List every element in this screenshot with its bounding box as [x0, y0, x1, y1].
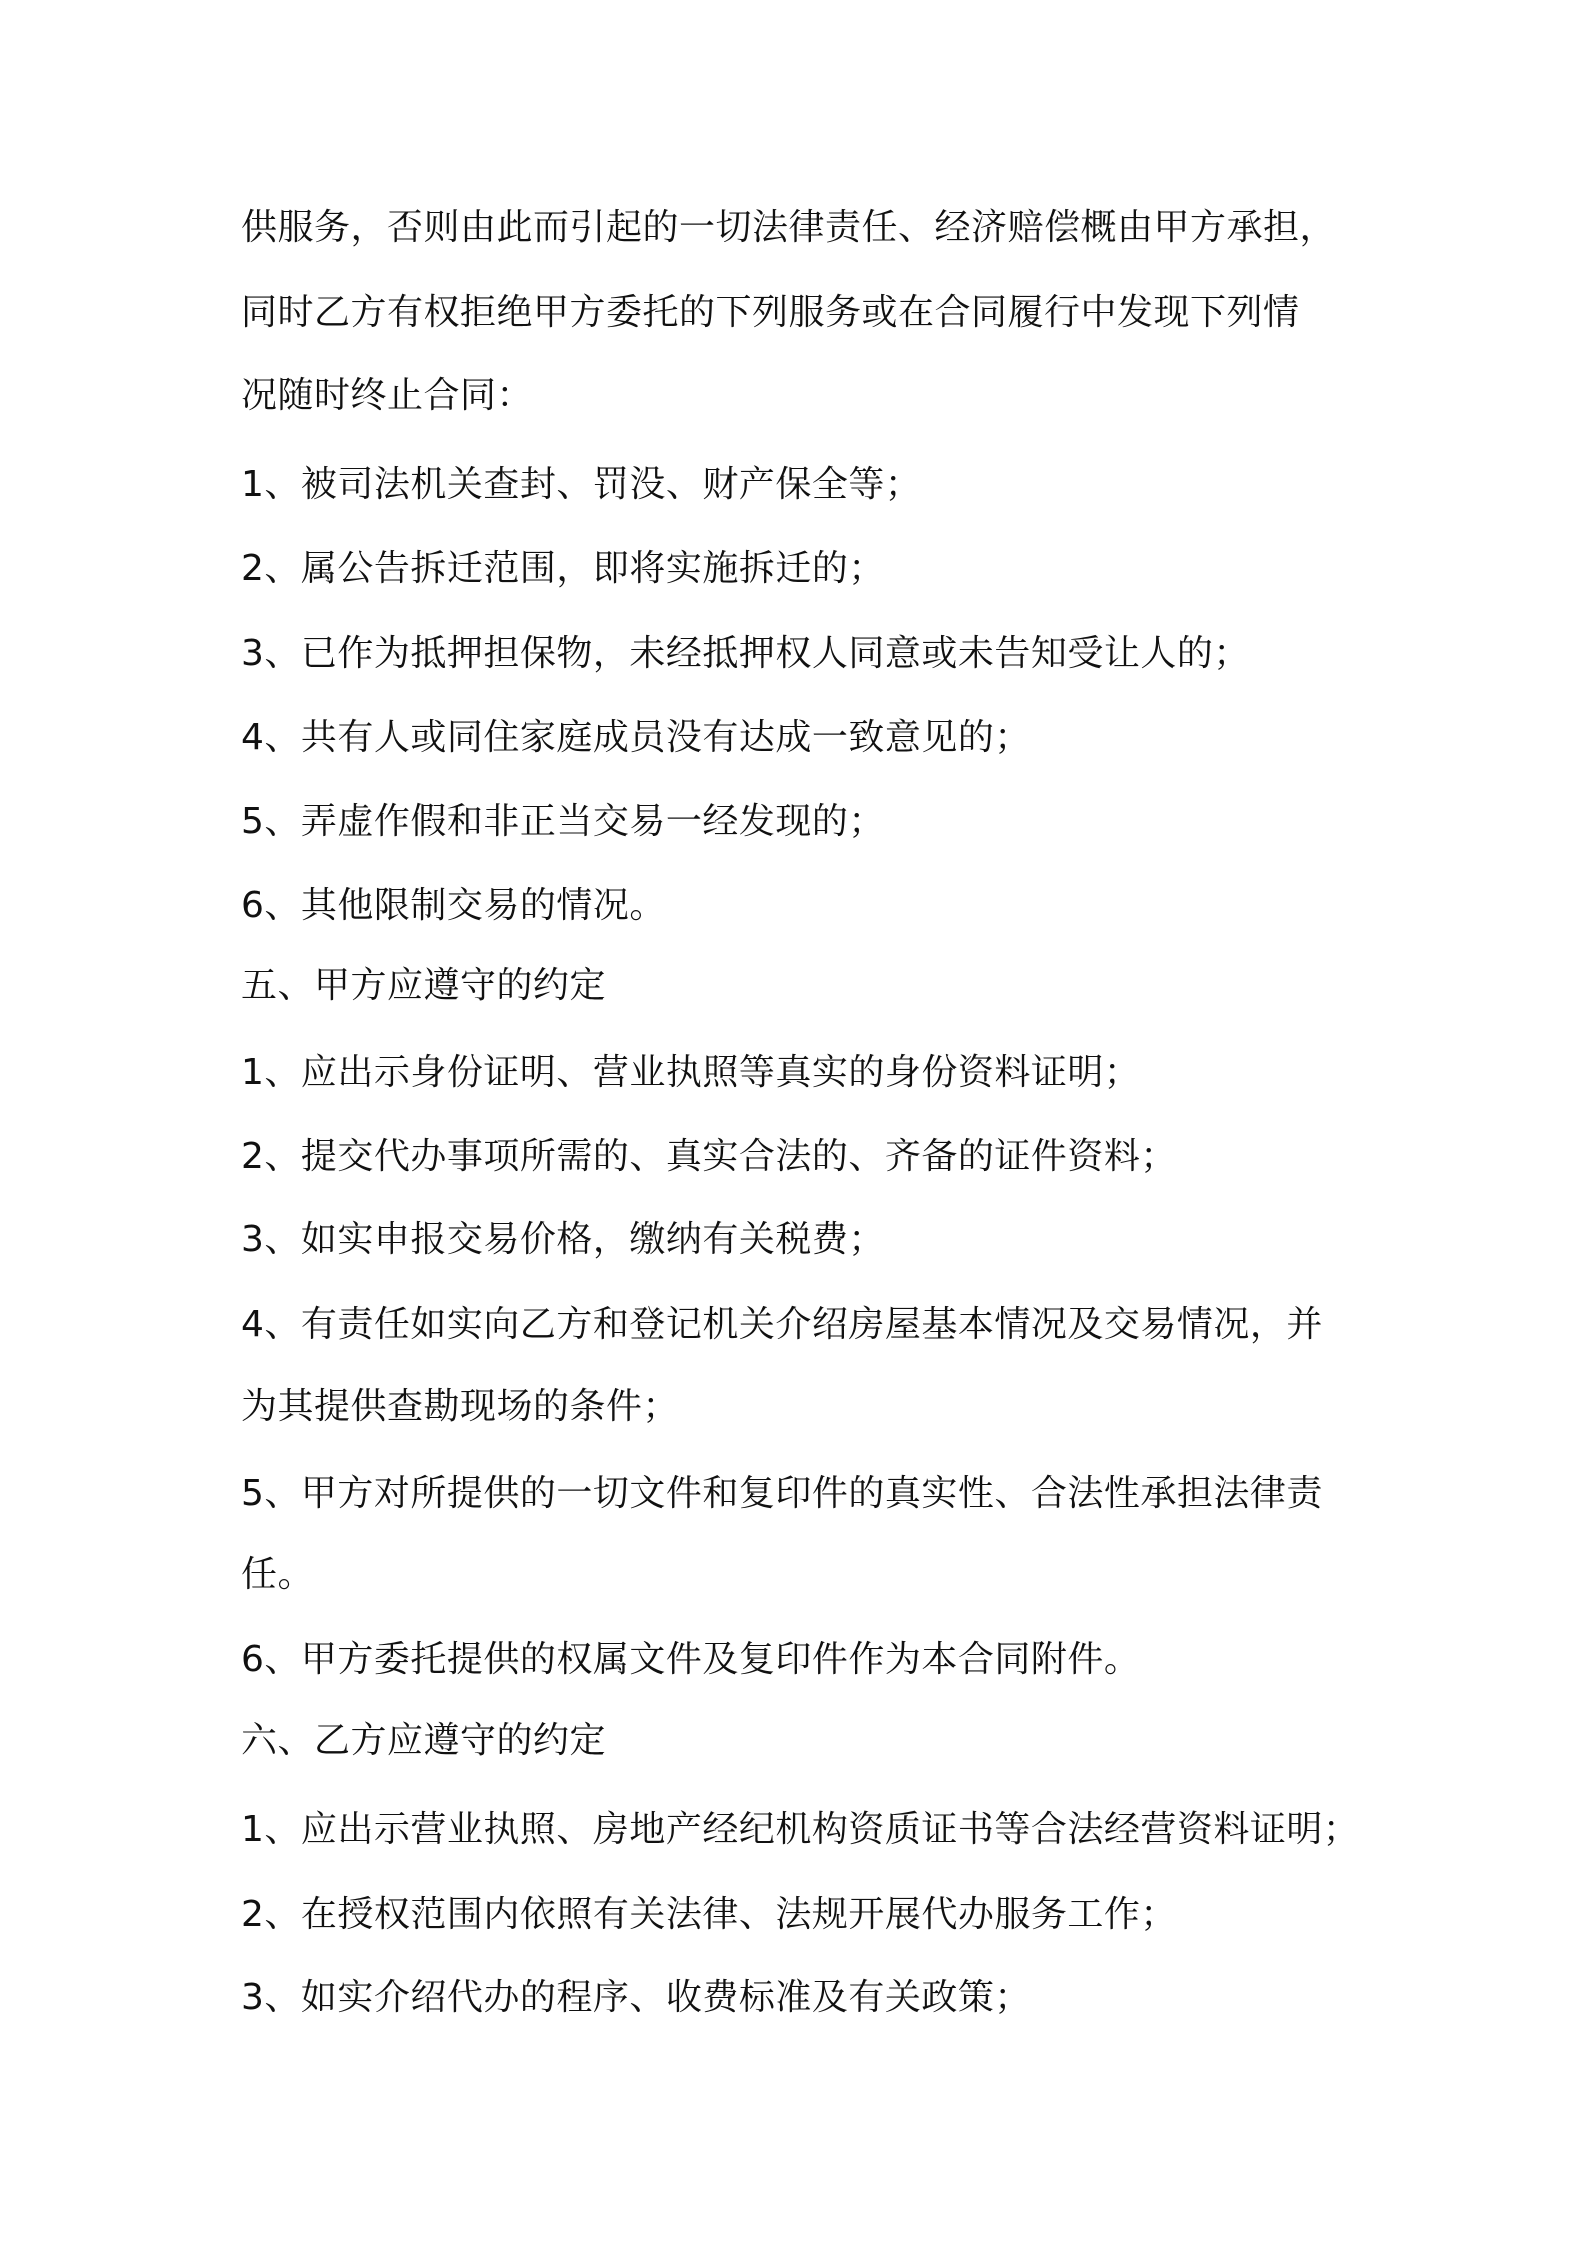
- paragraph-line: 况随时终止合同：: [241, 375, 534, 416]
- list-item: 1、应出示身份证明、营业执照等真实的身份资料证明；: [241, 1052, 1141, 1093]
- list-item: 2、提交代办事项所需的、真实合法的、齐备的证件资料；: [241, 1136, 1177, 1177]
- section-heading: 五、甲方应遵守的约定: [241, 965, 607, 1006]
- list-item: 4、有责任如实向乙方和登记机关介绍房屋基本情况及交易情况，并: [241, 1304, 1323, 1345]
- paragraph-line: 任。: [241, 1554, 315, 1595]
- list-item: 2、属公告拆迁范围，即将实施拆迁的；: [241, 548, 885, 589]
- list-item: 2、在授权范围内依照有关法律、法规开展代办服务工作；: [241, 1894, 1177, 1935]
- list-item: 6、其他限制交易的情况。: [241, 885, 666, 926]
- list-item: 5、甲方对所提供的一切文件和复印件的真实性、合法性承担法律责: [241, 1473, 1323, 1514]
- paragraph-line: 为其提供查勘现场的条件；: [241, 1386, 680, 1427]
- list-item: 3、已作为抵押担保物，未经抵押权人同意或未告知受让人的；: [241, 633, 1250, 674]
- list-item: 5、弄虚作假和非正当交易一经发现的；: [241, 801, 885, 842]
- list-item: 4、共有人或同住家庭成员没有达成一致意见的；: [241, 717, 1031, 758]
- list-item: 3、如实申报交易价格，缴纳有关税费；: [241, 1219, 885, 1260]
- list-item: 1、应出示营业执照、房地产经纪机构资质证书等合法经营资料证明；: [241, 1809, 1360, 1850]
- section-heading: 六、乙方应遵守的约定: [241, 1720, 607, 1761]
- list-item: 1、被司法机关查封、罚没、财产保全等；: [241, 464, 922, 505]
- list-item: 6、甲方委托提供的权属文件及复印件作为本合同附件。: [241, 1639, 1141, 1680]
- list-item: 3、如实介绍代办的程序、收费标准及有关政策；: [241, 1977, 1031, 2018]
- paragraph-line: 同时乙方有权拒绝甲方委托的下列服务或在合同履行中发现下列情: [241, 292, 1300, 333]
- paragraph-line: 供服务，否则由此而引起的一切法律责任、经济赔偿概由甲方承担，: [241, 207, 1337, 248]
